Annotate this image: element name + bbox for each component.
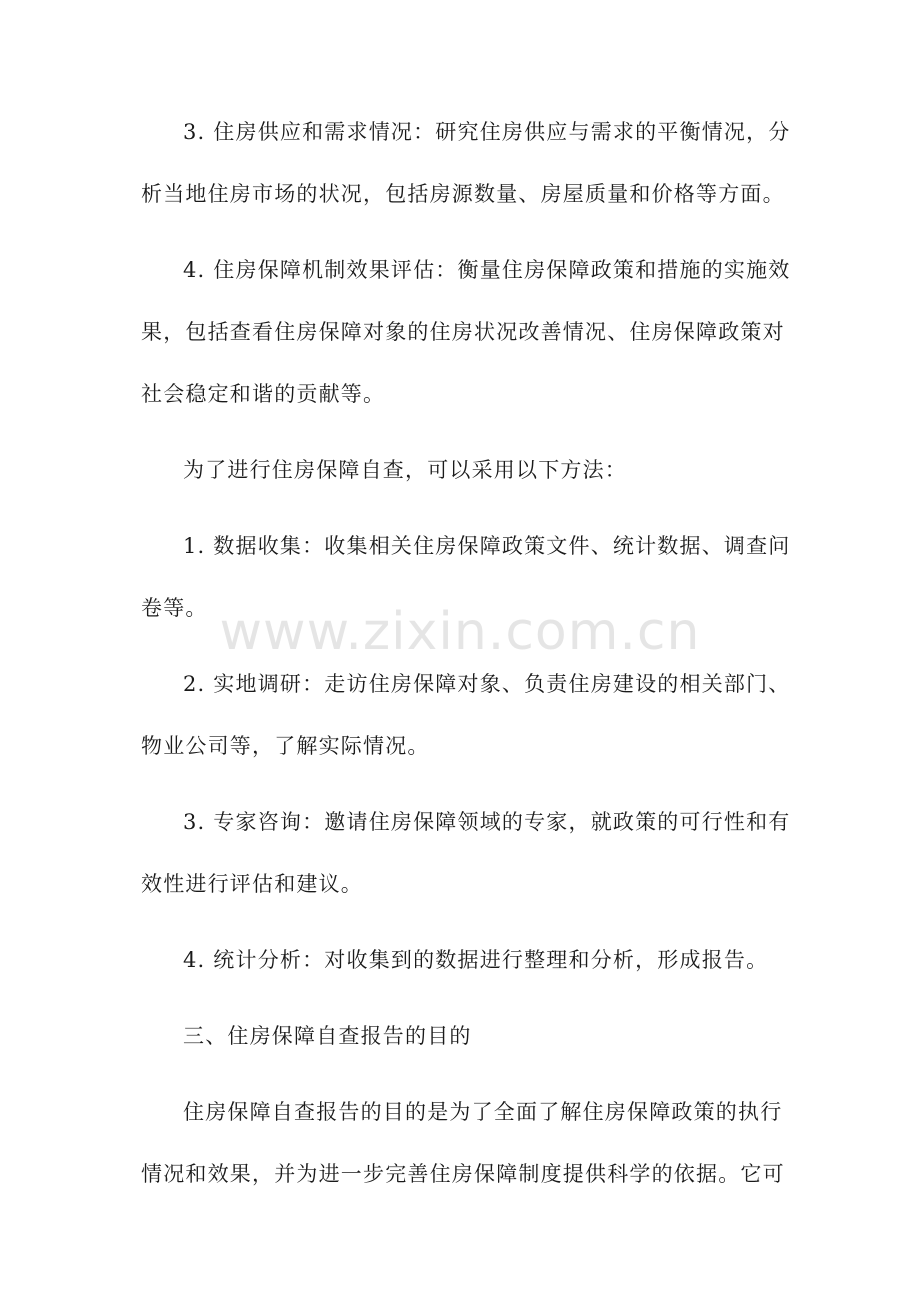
paragraph-line: 社会稳定和谐的贡献等。: [141, 382, 386, 406]
paragraph-line: 物业公司等，了解实际情况。: [141, 734, 430, 758]
paragraph-line: 卷等。: [141, 596, 208, 620]
paragraph-line: 果，包括查看住房保障对象的住房状况改善情况、住房保障政策对: [141, 320, 785, 344]
paragraph-line: 3. 住房供应和需求情况：研究住房供应与需求的平衡情况，分: [183, 120, 791, 144]
paragraph-line: 情况和效果，并为进一步完善住房保障制度提供科学的依据。它可: [141, 1162, 785, 1186]
paragraph-line: 析当地住房市场的状况，包括房源数量、房屋质量和价格等方面。: [141, 182, 785, 206]
paragraph-line: 效性进行评估和建议。: [141, 872, 363, 896]
paragraph-line: 住房保障自查报告的目的是为了全面了解住房保障政策的执行: [183, 1100, 783, 1124]
paragraph-line: 3. 专家咨询：邀请住房保障领域的专家，就政策的可行性和有: [183, 810, 791, 834]
watermark: www.zixin.com.cn: [219, 602, 701, 662]
paragraph-line: 4. 住房保障机制效果评估：衡量住房保障政策和措施的实施效: [183, 258, 791, 282]
paragraph-line: 4. 统计分析：对收集到的数据进行整理和分析，形成报告。: [183, 948, 769, 972]
section-heading: 三、住房保障自查报告的目的: [183, 1024, 472, 1048]
paragraph-line: 1. 数据收集：收集相关住房保障政策文件、统计数据、调查问: [183, 534, 791, 558]
paragraph-line: 为了进行住房保障自查，可以采用以下方法：: [183, 458, 627, 482]
paragraph-line: 2. 实地调研：走访住房保障对象、负责住房建设的相关部门、: [183, 672, 791, 696]
